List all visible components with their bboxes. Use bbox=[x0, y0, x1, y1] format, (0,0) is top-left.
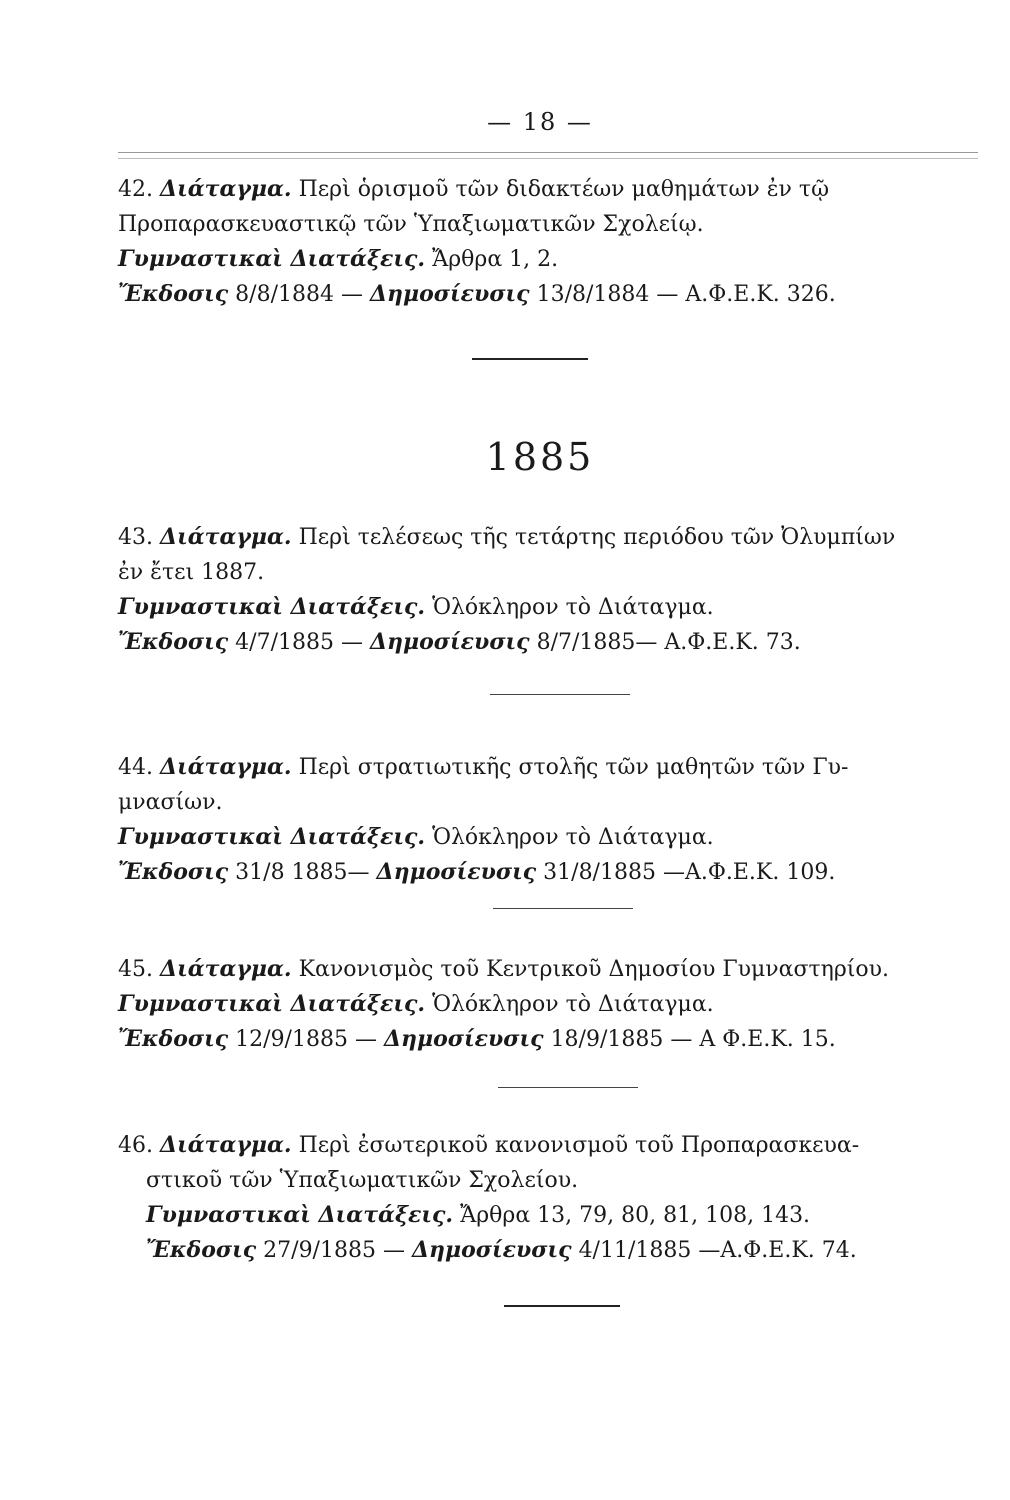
entry-42-title-line-1 bbox=[118, 172, 998, 207]
entry-title: Περὶ στρατιωτικῆς στολῆς τῶν μαθητῶν τῶν Γυ- bbox=[298, 755, 849, 780]
separator-after-43 bbox=[490, 694, 630, 695]
pub-value: 4/11/1885 —Α.Φ.Ε.Κ. 74. bbox=[578, 1238, 857, 1263]
entry-45-title-line-1 bbox=[118, 952, 998, 987]
pub-label: Δημοσίευσις bbox=[376, 859, 537, 885]
issue-date: 4/7/1885 — bbox=[235, 630, 363, 655]
entry-kind: Διάταγμα. bbox=[160, 524, 292, 550]
gym-label: Γυμναστικαὶ Διατάξεις. bbox=[118, 246, 426, 272]
entry-42-title-line-2: Προπαρασκευαστικῷ τῶν Ὑπαξιωματικῶν Σχολείῳ. bbox=[118, 212, 704, 237]
entry-42-issue bbox=[118, 277, 998, 312]
entry-46 bbox=[118, 1128, 998, 1268]
issue-date: 27/9/1885 — bbox=[263, 1238, 405, 1263]
pub-label: Δημοσίευσις bbox=[369, 629, 530, 655]
header-rule bbox=[118, 152, 978, 153]
gym-value: Ἄρθρα 13, 79, 80, 81, 108, 143. bbox=[460, 1203, 811, 1228]
entry-45-issue bbox=[118, 1022, 998, 1057]
pub-label: Δημοσίευσις bbox=[383, 1026, 544, 1052]
entry-46-title-line-2: στικοῦ τῶν Ὑπαξιωματικῶν Σχολείου. bbox=[146, 1168, 579, 1193]
gym-label: Γυμναστικαὶ Διατάξεις. bbox=[118, 991, 426, 1017]
gym-value: Ὁλόκληρον τὸ Διάταγμα. bbox=[432, 825, 714, 850]
entry-kind: Διάταγμα. bbox=[160, 176, 292, 202]
issue-label: Ἔκδοσις bbox=[146, 1237, 257, 1263]
entry-title: Περὶ ὁρισμοῦ τῶν διδακτέων μαθημάτων ἐν τῷ bbox=[298, 177, 830, 202]
entry-kind: Διάταγμα. bbox=[160, 754, 292, 780]
entry-number: 42. bbox=[118, 177, 153, 202]
entry-kind: Διάταγμα. bbox=[160, 1132, 292, 1158]
separator-after-46 bbox=[504, 1305, 620, 1307]
separator-after-45 bbox=[498, 1087, 638, 1088]
entry-number: 45. bbox=[118, 957, 153, 982]
entry-43-title-line-1 bbox=[118, 520, 998, 555]
entry-42-gym bbox=[118, 242, 998, 277]
gym-label: Γυμναστικαὶ Διατάξεις. bbox=[118, 824, 426, 850]
entry-44-issue bbox=[118, 855, 998, 890]
page-number: — 18 — bbox=[487, 108, 593, 136]
gym-value: Ὁλόκληρον τὸ Διάταγμα. bbox=[432, 595, 714, 620]
entry-43-issue bbox=[118, 625, 998, 660]
pub-value: 18/9/1885 — Α Φ.Ε.Κ. 15. bbox=[550, 1027, 836, 1052]
entry-44-title-line-1 bbox=[118, 750, 998, 785]
pub-value: 8/7/1885— Α.Φ.Ε.Κ. 73. bbox=[536, 630, 801, 655]
gym-value: Ἄρθρα 1, 2. bbox=[432, 247, 559, 272]
gym-value: Ὁλόκληρον τὸ Διάταγμα. bbox=[432, 992, 714, 1017]
issue-date: 8/8/1884 — bbox=[235, 282, 363, 307]
separator-after-42 bbox=[472, 358, 588, 360]
entry-43 bbox=[118, 520, 998, 660]
entry-42 bbox=[118, 172, 998, 312]
entry-title: Κανονισμὸς τοῦ Κεντρικοῦ Δημοσίου Γυμναστηρίου. bbox=[298, 957, 890, 982]
entry-43-gym bbox=[118, 590, 998, 625]
entry-46-gym bbox=[118, 1198, 998, 1233]
pub-value: 13/8/1884 — Α.Φ.Ε.Κ. 326. bbox=[536, 282, 836, 307]
pub-label: Δημοσίευσις bbox=[369, 281, 530, 307]
issue-date: 12/9/1885 — bbox=[235, 1027, 377, 1052]
entry-kind: Διάταγμα. bbox=[160, 956, 292, 982]
year-heading: 1885 bbox=[485, 435, 595, 479]
entry-44-title-line-2: μνασίων. bbox=[118, 790, 223, 815]
header-rule-second bbox=[118, 158, 978, 159]
entry-46-issue bbox=[118, 1233, 998, 1268]
entry-43-title-line-2: ἐν ἔτει 1887. bbox=[118, 560, 265, 585]
entry-number: 43. bbox=[118, 525, 153, 550]
entry-44-gym bbox=[118, 820, 998, 855]
issue-label: Ἔκδοσις bbox=[118, 1026, 229, 1052]
pub-value: 31/8/1885 —Α.Φ.Ε.Κ. 109. bbox=[543, 860, 836, 885]
pub-label: Δημοσίευσις bbox=[411, 1237, 572, 1263]
entry-45 bbox=[118, 952, 998, 1057]
entry-45-gym bbox=[118, 987, 998, 1022]
entry-number: 44. bbox=[118, 755, 153, 780]
gym-label: Γυμναστικαὶ Διατάξεις. bbox=[118, 594, 426, 620]
separator-after-44 bbox=[493, 908, 633, 909]
issue-date: 31/8 1885— bbox=[235, 860, 370, 885]
entry-number: 46. bbox=[118, 1133, 153, 1158]
gym-label: Γυμναστικαὶ Διατάξεις. bbox=[146, 1202, 454, 1228]
entry-44 bbox=[118, 750, 998, 890]
entry-46-title-line-1 bbox=[118, 1128, 998, 1163]
issue-label: Ἔκδοσις bbox=[118, 281, 229, 307]
issue-label: Ἔκδοσις bbox=[118, 859, 229, 885]
entry-title: Περὶ ἐσωτερικοῦ κανονισμοῦ τοῦ Προπαρασκευα- bbox=[298, 1133, 860, 1158]
entry-title: Περὶ τελέσεως τῆς τετάρτης περιόδου τῶν Ὀλυμπίων bbox=[298, 525, 896, 550]
issue-label: Ἔκδοσις bbox=[118, 629, 229, 655]
